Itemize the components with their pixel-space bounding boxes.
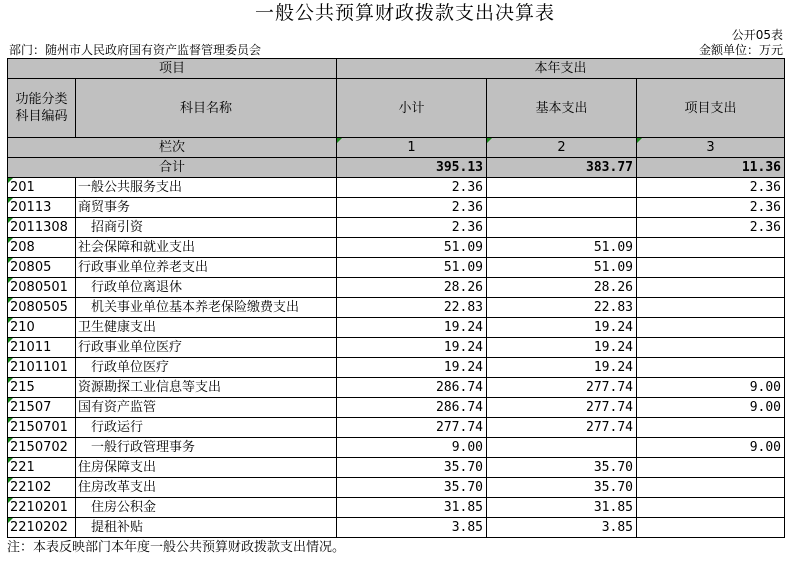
header-project: 项目支出 xyxy=(637,79,785,138)
cell-code: 2150702 xyxy=(8,438,76,458)
cell-basic: 35.70 xyxy=(487,478,637,498)
table-row xyxy=(8,318,785,338)
cell-basic: 277.74 xyxy=(487,378,637,398)
table-row xyxy=(8,338,785,358)
cell-code: 221 xyxy=(8,458,76,478)
cell-basic xyxy=(487,218,637,238)
cell-project xyxy=(637,458,785,478)
cell-code: 2210201 xyxy=(8,498,76,518)
cell-project xyxy=(637,338,785,358)
cell-project: 2.36 xyxy=(637,178,785,198)
table-row xyxy=(8,518,785,538)
table-row xyxy=(8,498,785,518)
cell-subtotal: 51.09 xyxy=(337,258,487,278)
cell-basic: 35.70 xyxy=(487,458,637,478)
cell-project xyxy=(637,298,785,318)
cell-code: 201 xyxy=(8,178,76,198)
cell-basic: 19.24 xyxy=(487,318,637,338)
table-row xyxy=(8,398,785,418)
header-func-code: 功能分类 科目编码 xyxy=(8,79,76,138)
cell-code: 20113 xyxy=(8,198,76,218)
header-basic: 基本支出 xyxy=(487,79,637,138)
table-row xyxy=(8,178,785,198)
cell-code: 2150701 xyxy=(8,418,76,438)
header-row-2 xyxy=(8,79,785,138)
cell-subtotal: 31.85 xyxy=(337,498,487,518)
cell-project xyxy=(637,278,785,298)
cell-code: 215 xyxy=(8,378,76,398)
cell-subject-name: 机关事业单位基本养老保险缴费支出 xyxy=(76,298,337,318)
cell-subtotal: 2.36 xyxy=(337,178,487,198)
cell-basic: 19.24 xyxy=(487,358,637,378)
table-row xyxy=(8,278,785,298)
col-number-3: 3 xyxy=(637,138,785,158)
cell-code: 2101101 xyxy=(8,358,76,378)
table-row xyxy=(8,198,785,218)
cell-project: 9.00 xyxy=(637,378,785,398)
cell-basic: 19.24 xyxy=(487,338,637,358)
total-label: 合计 xyxy=(8,158,337,178)
cell-code: 2080501 xyxy=(8,278,76,298)
cell-subject-name: 一般行政管理事务 xyxy=(76,438,337,458)
cell-basic: 28.26 xyxy=(487,278,637,298)
cell-project xyxy=(637,498,785,518)
cell-basic: 277.74 xyxy=(487,398,637,418)
cell-project xyxy=(637,238,785,258)
cell-subject-name: 国有资产监管 xyxy=(76,398,337,418)
cell-subtotal: 3.85 xyxy=(337,518,487,538)
cell-basic: 277.74 xyxy=(487,418,637,438)
cell-subject-name: 社会保障和就业支出 xyxy=(76,238,337,258)
department-label: 部门：随州市人民政府国有资产监督管理委员会 xyxy=(9,43,262,57)
table-row xyxy=(8,418,785,438)
cell-subtotal: 19.24 xyxy=(337,338,487,358)
cell-subtotal: 2.36 xyxy=(337,218,487,238)
cell-project xyxy=(637,318,785,338)
unit-label: 金额单位：万元 xyxy=(698,43,783,57)
table-row xyxy=(8,438,785,458)
cell-code: 210 xyxy=(8,318,76,338)
cell-subtotal: 35.70 xyxy=(337,478,487,498)
cell-subtotal: 19.24 xyxy=(337,318,487,338)
table-note: 注：本表反映部门本年度一般公共预算财政拨款支出情况。 xyxy=(7,540,346,555)
cell-subject-name: 住房保障支出 xyxy=(76,458,337,478)
header-subject-name: 科目名称 xyxy=(76,79,337,138)
cell-project xyxy=(637,518,785,538)
expenditure-table xyxy=(7,58,785,538)
col-number-2: 2 xyxy=(487,138,637,158)
table-row xyxy=(8,358,785,378)
cell-basic xyxy=(487,178,637,198)
cell-subject-name: 商贸事务 xyxy=(76,198,337,218)
cell-subject-name: 行政单位医疗 xyxy=(76,358,337,378)
cell-subtotal: 286.74 xyxy=(337,398,487,418)
cell-project: 9.00 xyxy=(637,438,785,458)
table-row xyxy=(8,298,785,318)
header-row-1 xyxy=(8,59,785,79)
cell-project xyxy=(637,258,785,278)
cell-code: 21507 xyxy=(8,398,76,418)
table-row xyxy=(8,258,785,278)
cell-basic: 31.85 xyxy=(487,498,637,518)
col-number-1: 1 xyxy=(337,138,487,158)
cell-project: 2.36 xyxy=(637,198,785,218)
table-row xyxy=(8,478,785,498)
column-order-row xyxy=(8,138,785,158)
cell-project xyxy=(637,418,785,438)
cell-basic: 51.09 xyxy=(487,258,637,278)
column-order-label: 栏次 xyxy=(8,138,337,158)
cell-basic xyxy=(487,198,637,218)
cell-subtotal: 2.36 xyxy=(337,198,487,218)
cell-basic: 3.85 xyxy=(487,518,637,538)
cell-subject-name: 一般公共服务支出 xyxy=(76,178,337,198)
header-item: 项目 xyxy=(8,59,337,79)
cell-code: 2011308 xyxy=(8,218,76,238)
cell-subject-name: 行政事业单位养老支出 xyxy=(76,258,337,278)
cell-subtotal: 286.74 xyxy=(337,378,487,398)
cell-subject-name: 行政事业单位医疗 xyxy=(76,338,337,358)
cell-subtotal: 51.09 xyxy=(337,238,487,258)
cell-code: 20805 xyxy=(8,258,76,278)
cell-code: 2080505 xyxy=(8,298,76,318)
total-project: 11.36 xyxy=(637,158,785,178)
cell-project xyxy=(637,478,785,498)
cell-subject-name: 住房公积金 xyxy=(76,498,337,518)
table-code: 公开05表 xyxy=(731,28,783,42)
cell-basic: 51.09 xyxy=(487,238,637,258)
cell-subject-name: 卫生健康支出 xyxy=(76,318,337,338)
header-subtotal: 小计 xyxy=(337,79,487,138)
cell-subject-name: 资源勘探工业信息等支出 xyxy=(76,378,337,398)
total-row xyxy=(8,158,785,178)
cell-project: 9.00 xyxy=(637,398,785,418)
cell-subtotal: 9.00 xyxy=(337,438,487,458)
cell-code: 22102 xyxy=(8,478,76,498)
cell-subtotal: 28.26 xyxy=(337,278,487,298)
cell-basic xyxy=(487,438,637,458)
cell-code: 21011 xyxy=(8,338,76,358)
cell-subtotal: 22.83 xyxy=(337,298,487,318)
page-title: 一般公共预算财政拨款支出决算表 xyxy=(254,2,555,24)
table-row xyxy=(8,218,785,238)
cell-subject-name: 行政单位离退休 xyxy=(76,278,337,298)
cell-subject-name: 招商引资 xyxy=(76,218,337,238)
cell-basic: 22.83 xyxy=(487,298,637,318)
cell-subject-name: 住房改革支出 xyxy=(76,478,337,498)
table-row xyxy=(8,458,785,478)
total-basic: 383.77 xyxy=(487,158,637,178)
cell-subtotal: 19.24 xyxy=(337,358,487,378)
total-subtotal: 395.13 xyxy=(337,158,487,178)
cell-subject-name: 行政运行 xyxy=(76,418,337,438)
cell-code: 208 xyxy=(8,238,76,258)
table-row xyxy=(8,238,785,258)
header-current-year: 本年支出 xyxy=(337,59,785,79)
cell-subject-name: 提租补贴 xyxy=(76,518,337,538)
cell-project xyxy=(637,358,785,378)
table-row xyxy=(8,378,785,398)
cell-subtotal: 35.70 xyxy=(337,458,487,478)
cell-code: 2210202 xyxy=(8,518,76,538)
cell-project: 2.36 xyxy=(637,218,785,238)
cell-subtotal: 277.74 xyxy=(337,418,487,438)
